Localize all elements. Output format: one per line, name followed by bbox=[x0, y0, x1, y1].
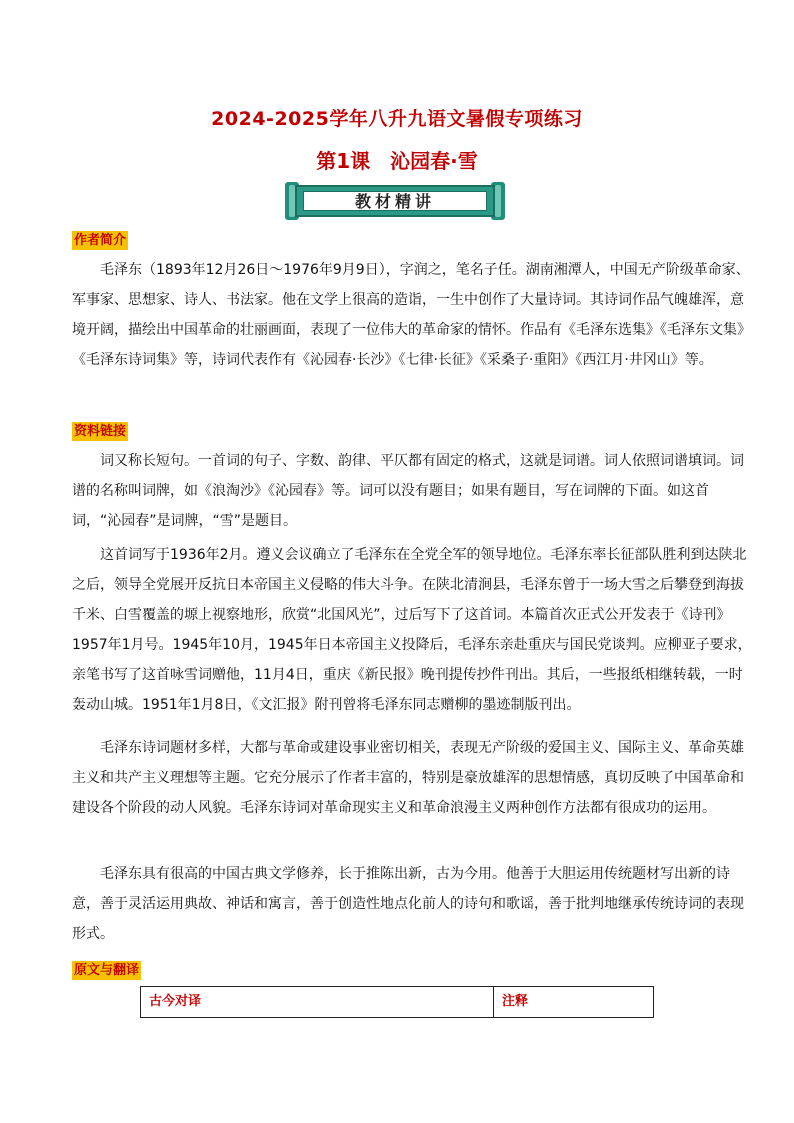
author-section-tag: 作者简介 bbox=[74, 233, 127, 248]
table-header-translation: 古今对译 bbox=[141, 987, 494, 1017]
table-header-notes: 注释 bbox=[502, 994, 529, 1009]
resource-paragraph-2: 这首词写于1936年2月。遵义会议确立了毛泽东在全党全军的领导地位。毛泽东率长征部队胜利到达陕北之后，领导全党展开反抗日本帝国主义侵略的伟大斗争。在陕北清涧县，毛泽东曾于一场大雪之后攀登到海拔千米、白雪覆盖的塬上视察地形，欣赏“北国风光”，过后写下了这首词。本篇首次正式公开发表于《诗刊》1957年1月号。1945年10月，1945年日本帝国主义投降后，毛泽东亲赴重庆与国民党谈判。应柳亚子要求，亲笔书写了这首咏雪词赠他，11月4日，重庆《新民报》晚刊提传抄件刊出。其后，一些报纸相继转载，一时轰动山城。1951年1月8日，《文汇报》附刊曾将毛泽东同志赠柳的墨迹制版刊出。 bbox=[72, 547, 752, 713]
resource-section-tag: 资料链接 bbox=[74, 424, 127, 439]
section-banner bbox=[285, 180, 505, 222]
translation-section-tag: 原文与翻译 bbox=[74, 963, 140, 978]
lesson-subtitle: 第1课 沁园春·雪 bbox=[316, 149, 478, 173]
resource-paragraph-1: 词又称长短句。一首词的句子、字数、韵律、平仄都有固定的格式，这就是词谱。词人依照词谱填词。词谱的名称叫词牌，如《浪淘沙》《沁园春》等。词可以没有题目；如果有题目，写在词牌的下面。如这首词，“沁园春”是词牌，“雪”是题目。 bbox=[72, 453, 744, 529]
resource-paragraph-3: 毛泽东诗词题材多样，大都与革命或建设事业密切相关，表现无产阶级的爱国主义、国际主义、革命英雄主义和共产主义理想等主题。它充分展示了作者丰富的，特别是豪放雄浑的思想情感，真切反映了中国革命和建设各个阶段的动人风貌。毛泽东诗词对革命现实主义和革命浪漫主义两种创作方法都有很成功的运用。 bbox=[72, 740, 744, 816]
banner-label: 教材精讲 bbox=[303, 191, 487, 211]
author-paragraph: 毛泽东（1893年12月26日～1976年9月9日），字润之，笔名子任。湖南湘潭人，中国无产阶级革命家、军事家、思想家、诗人、书法家。他在文学上很高的造诣，一生中创作了大量诗词。其诗词作品气魄雄浑，意境开阔，描绘出中国革命的壮丽画面，表现了一位伟大的革命家的情怀。作品有《毛泽东选集》《毛泽东文集》《毛泽东诗词集》等，诗词代表作有《沁园春·长沙》《七律·长征》《采桑子·重阳》《西江月·井冈山》等。 bbox=[72, 262, 751, 368]
page-title: 2024-2025学年八升九语文暑假专项练习 bbox=[211, 108, 583, 130]
resource-paragraph-4: 毛泽东具有很高的中国古典文学修养，长于推陈出新，古为今用。他善于大胆运用传统题材写出新的诗意，善于灵活运用典故、神话和寓言，善于创造性地点化前人的诗句和歌谣，善于批判地继承传统诗词的表现形式。 bbox=[72, 866, 744, 942]
banner-plate bbox=[295, 185, 495, 217]
translation-table bbox=[140, 986, 654, 1018]
